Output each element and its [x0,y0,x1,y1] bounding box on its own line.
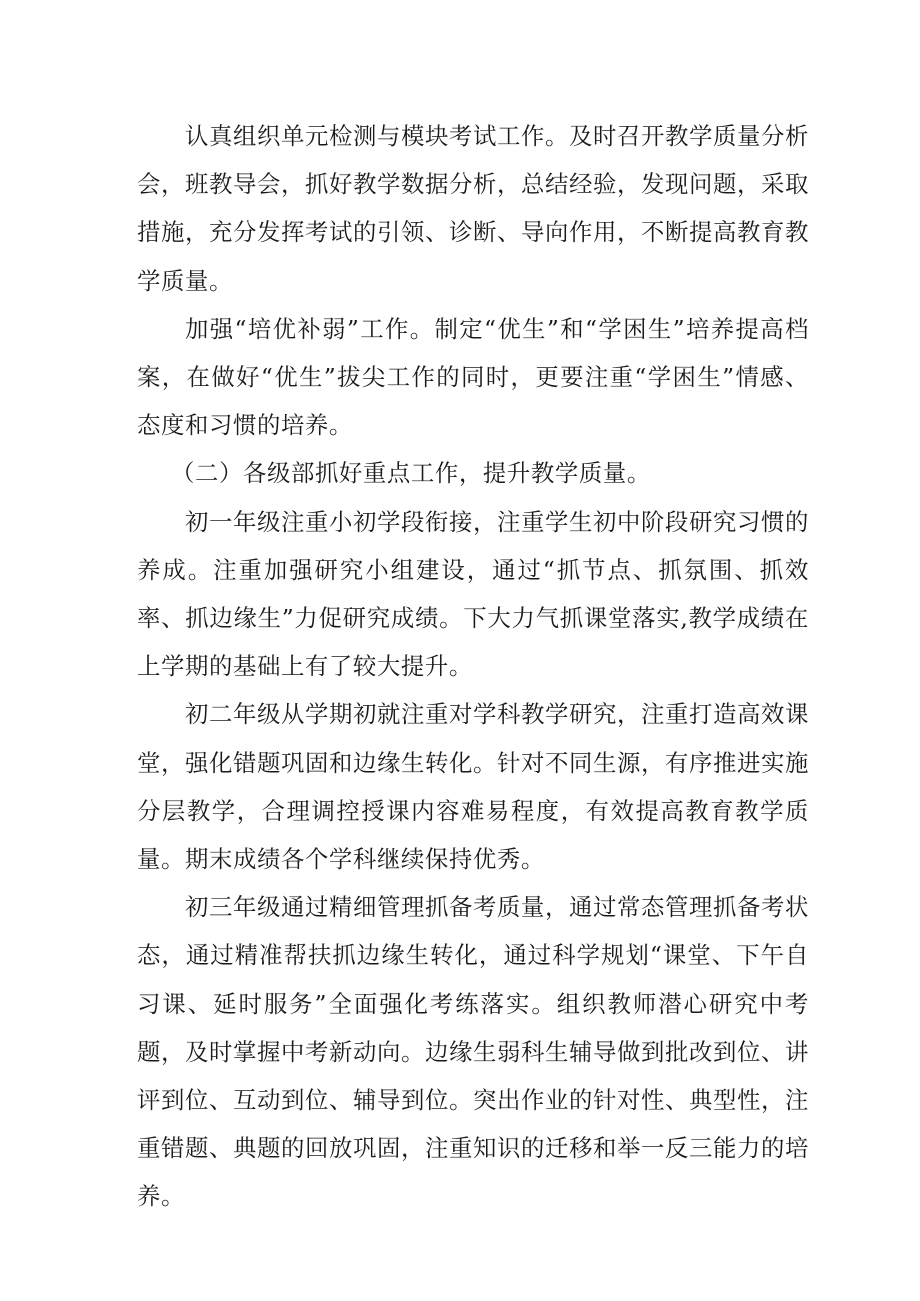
section-heading: （二）各级部抓好重点工作，提升教学质量。 [171,459,651,488]
paragraph-grade-one: 初一年级注重小初学段衔接，注重学生初中阶段研究习惯的养成。注重加强研究小组建设，通过“抓节点、抓氛围、抓效率、抓边缘生”力促研究成绩。下大力气抓课堂落实,教学成绩在上学期的基础上有了较大提升。 [137,507,809,681]
paragraph-grade-two: 初二年级从学期初就注重对学科教学研究，注重打造高效课堂，强化错题巩固和边缘生转化。针对不同生源，有序推进实施分层教学，合理调控授课内容难易程度，有效提高教育教学质量。期末成绩各个学科继续保持优秀。 [137,700,809,874]
document-body [137,112,809,1221]
paragraph-excellent-weak-students: 加强“培优补弱”工作。制定“优生”和“学困生”培养提高档案，在做好“优生”拔尖工作的同时，更要注重“学困生”情感、态度和习惯的培养。 [137,314,809,440]
paragraph-exam-work: 认真组织单元检测与模块考试工作。及时召开教学质量分析会，班教导会，抓好教学数据分析，总结经验，发现问题，采取措施，充分发挥考试的引领、诊断、导向作用，不断提高教育教学质量。 [137,122,809,295]
paragraph-grade-three: 初三年级通过精细管理抓备考质量，通过常态管理抓备考状态，通过精准帮扶抓边缘生转化，通过科学规划“课堂、下午自习课、延时服务”全面强化考练落实。组织教师潜心研究中考题，及时掌握中考新动向。边缘生弱科生辅导做到批改到位、讲评到位、互动到位、辅导到位。突出作业的针对性、典型性，注重错题、典题的回放巩固，注重知识的迁移和举一反三能力的培养。 [137,893,809,1211]
